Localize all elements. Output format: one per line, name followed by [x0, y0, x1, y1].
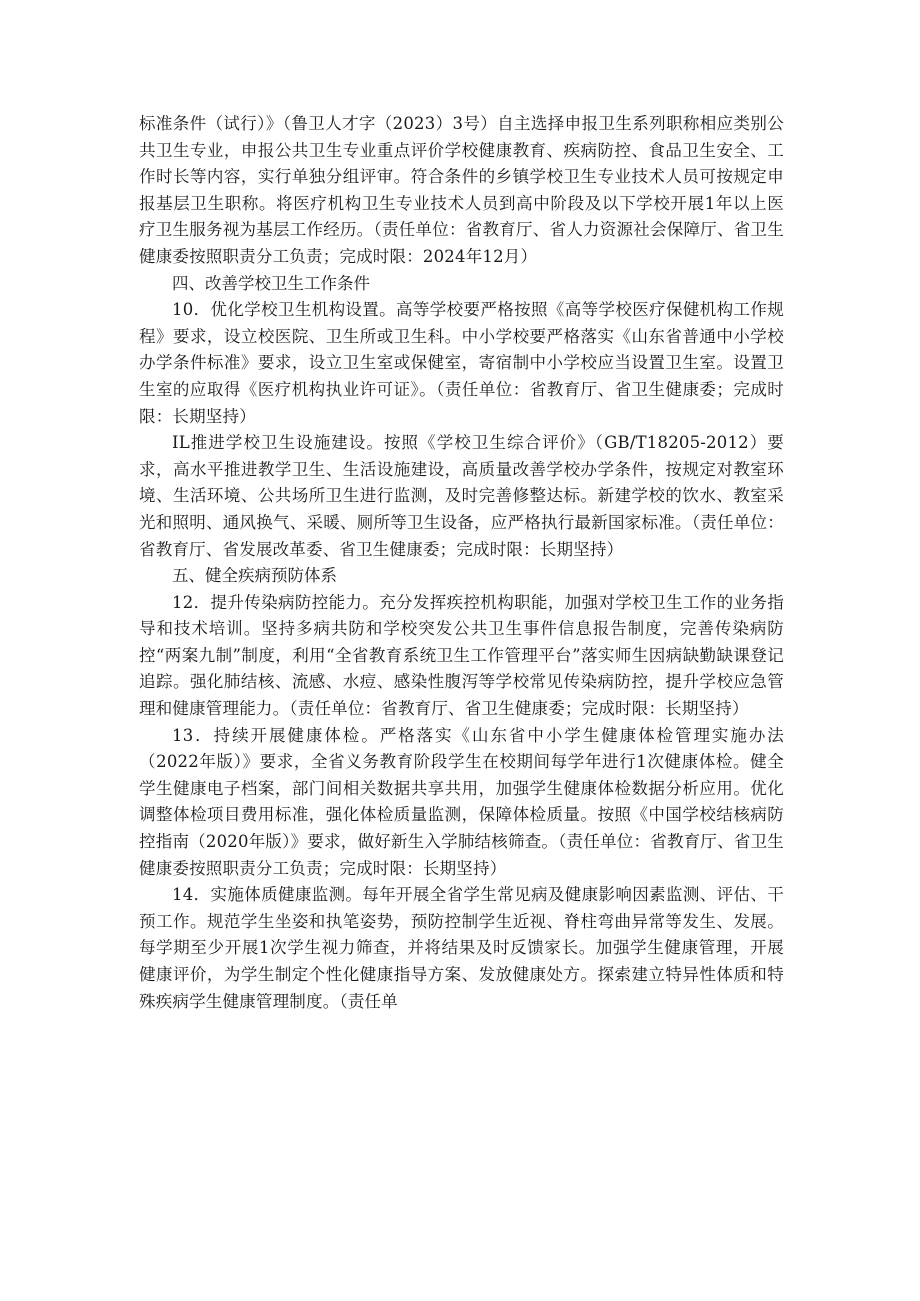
paragraph-item-14: 14．实施体质健康监测。每年开展全省学生常见病及健康影响因素监测、评估、干预工作。规范学生坐姿和执笔姿势，预防控制学生近视、脊柱弯曲异常等发生、发展。每学期至少开展1次学生视力筛查，并将结果及时反馈家长。加强学生健康管理，开展健康评价，为学生制定个性化健康指导方案、发放健康处方。探索建立特异性体质和特殊疾病学生健康管理制度。（责任单 [139, 885, 784, 1011]
section-heading-5: 五、健全疾病预防体系 [172, 566, 337, 586]
paragraph-item-13: 13．持续开展健康体检。严格落实《山东省中小学生健康体检管理实施办法（2022年版）》要求，全省义务教育阶段学生在校期间每学年进行1次健康体检。健全学生健康电子档案，部门间相关数据共享共用，加强学生健康体检数据分析应用。优化调整体检项目费用标准，强化体检质量监测，保障体检质量。按照《中国学校结核病防控指南（2020年版）》要求，做好新生入学肺结核筛查。（责任单位：省教育厅、省卫生健康委按照职责分工负责；完成时限：长期坚持） [139, 725, 784, 878]
paragraph-continued: 标准条件（试行）》（鲁卫人才字（2023）3号）自主选择申报卫生系列职称相应类别公共卫生专业，申报公共卫生专业重点评价学校健康教育、疾病防控、食品卫生安全、工作时长等内容，实行单独分组评审。符合条件的乡镇学校卫生专业技术人员可按规定申报基层卫生职称。将医疗机构卫生专业技术人员到高中阶段及以下学校开展1年以上医疗卫生服务视为基层工作经历。（责任单位：省教育厅、省人力资源社会保障厅、省卫生健康委按照职责分工负责；完成时限：2024年12月） [139, 114, 784, 266]
paragraph-item-11: IL推进学校卫生设施建设。按照《学校卫生综合评价》（GB/T18205-2012）要求，高水平推进教学卫生、生活设施建设，高质量改善学校办学条件，按规定对教室环境、生活环境、公共场所卫生进行监测，及时完善修整达标。新建学校的饮水、教室采光和照明、通风换气、采暖、厕所等卫生设备，应严格执行最新国家标准。（责任单位：省教育厅、省发展改革委、省卫生健康委；完成时限：长期坚持） [139, 433, 784, 559]
paragraph-item-12: 12．提升传染病防控能力。充分发挥疾控机构职能，加强对学校卫生工作的业务指导和技术培训。坚持多病共防和学校突发公共卫生事件信息报告制度，完善传染病防控“两案九制”制度，利用“全省教育系统卫生工作管理平台”落实师生因病缺勤缺课登记追踪。强化肺结核、流感、水痘、感染性腹泻等学校常见传染病防控，提升学校应急管理和健康管理能力。（责任单位：省教育厅、省卫生健康委；完成时限：长期坚持） [139, 592, 784, 719]
paragraph-item-10: 10．优化学校卫生机构设置。高等学校要严格按照《高等学校医疗保健机构工作规程》要求，设立校医院、卫生所或卫生科。中小学校要严格落实《山东省普通中小学校办学条件标准》要求，设立卫生室或保健室，寄宿制中小学校应当设置卫生室。设置卫生室的应取得《医疗机构执业许可证》。（责任单位：省教育厅、省卫生健康委；完成时限：长期坚持） [139, 300, 784, 426]
section-heading-4: 四、改善学校卫生工作条件 [172, 273, 370, 293]
document-page [139, 111, 784, 1015]
